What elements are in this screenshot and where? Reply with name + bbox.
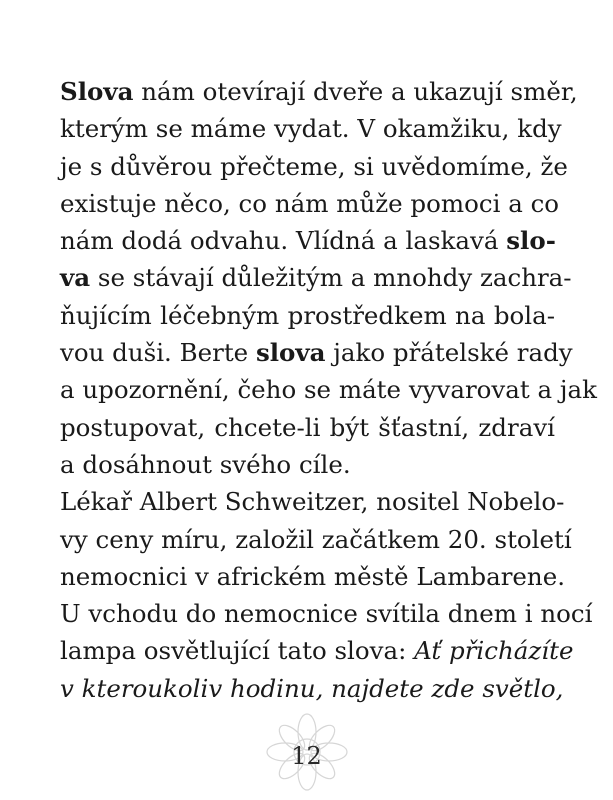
text-segment: a upozornění, čeho se máte vyvarovat a jak (60, 375, 597, 405)
text-line (60, 595, 593, 632)
text-segment: U vchodu do nemocnice svítila dnem i nocí (60, 599, 593, 629)
text-segment: a dosáhnout svého cíle. (60, 449, 351, 479)
text-line (60, 483, 565, 520)
text-line (60, 632, 574, 669)
text-line (60, 148, 568, 185)
text-segment: nemocnici v africkém městě Lambarene. (60, 561, 565, 591)
body-text (60, 73, 597, 707)
text-line (60, 297, 555, 334)
text-segment: nám otevírají dveře a ukazují směr, (133, 77, 578, 106)
bold-word: slova (255, 338, 326, 368)
bold-word: slo- (506, 226, 556, 256)
text-segment: lampa osvětlující tato slova: (60, 636, 415, 666)
text-line (60, 558, 565, 595)
text-segment: ňujícím léčebným prostředkem na bola- (60, 300, 555, 330)
text-line (60, 110, 562, 147)
text-segment: nám dodá odvahu. Vlídná a laskavá (60, 226, 507, 256)
text-segment: existuje něco, co nám může pomoci a co (60, 188, 560, 218)
text-line (60, 222, 555, 259)
italic-quote: v kteroukoliv hodinu, najdete zde světlo, (60, 673, 564, 703)
bold-word: va (60, 263, 91, 293)
page-number: 12 (291, 742, 322, 770)
text-line (60, 259, 572, 296)
text-segment: vy ceny míru, založil začátkem 20. století (60, 524, 572, 554)
bold-word: Slova (60, 77, 134, 106)
text-segment: kterým se máme vydat. V okamžiku, kdy (60, 114, 562, 144)
text-line (60, 371, 597, 408)
text-line (60, 521, 572, 558)
text-line (60, 334, 573, 371)
text-segment: vou duši. Berte (60, 338, 256, 368)
text-segment: postupovat, chcete-li být šťastní, zdraví (60, 412, 555, 442)
italic-quote: Ať přicházíte (414, 636, 574, 666)
text-line (60, 73, 578, 110)
text-segment: Lékař Albert Schweitzer, nositel Nobelo- (60, 487, 565, 517)
text-segment: jako přátelské rady (325, 338, 573, 368)
text-line (60, 409, 555, 446)
text-segment: je s důvěrou přečteme, si uvědomíme, že (60, 151, 568, 181)
text-line (60, 185, 560, 222)
text-segment: se stávají důležitým a mnohdy zachra- (90, 263, 572, 293)
text-line (60, 446, 555, 483)
